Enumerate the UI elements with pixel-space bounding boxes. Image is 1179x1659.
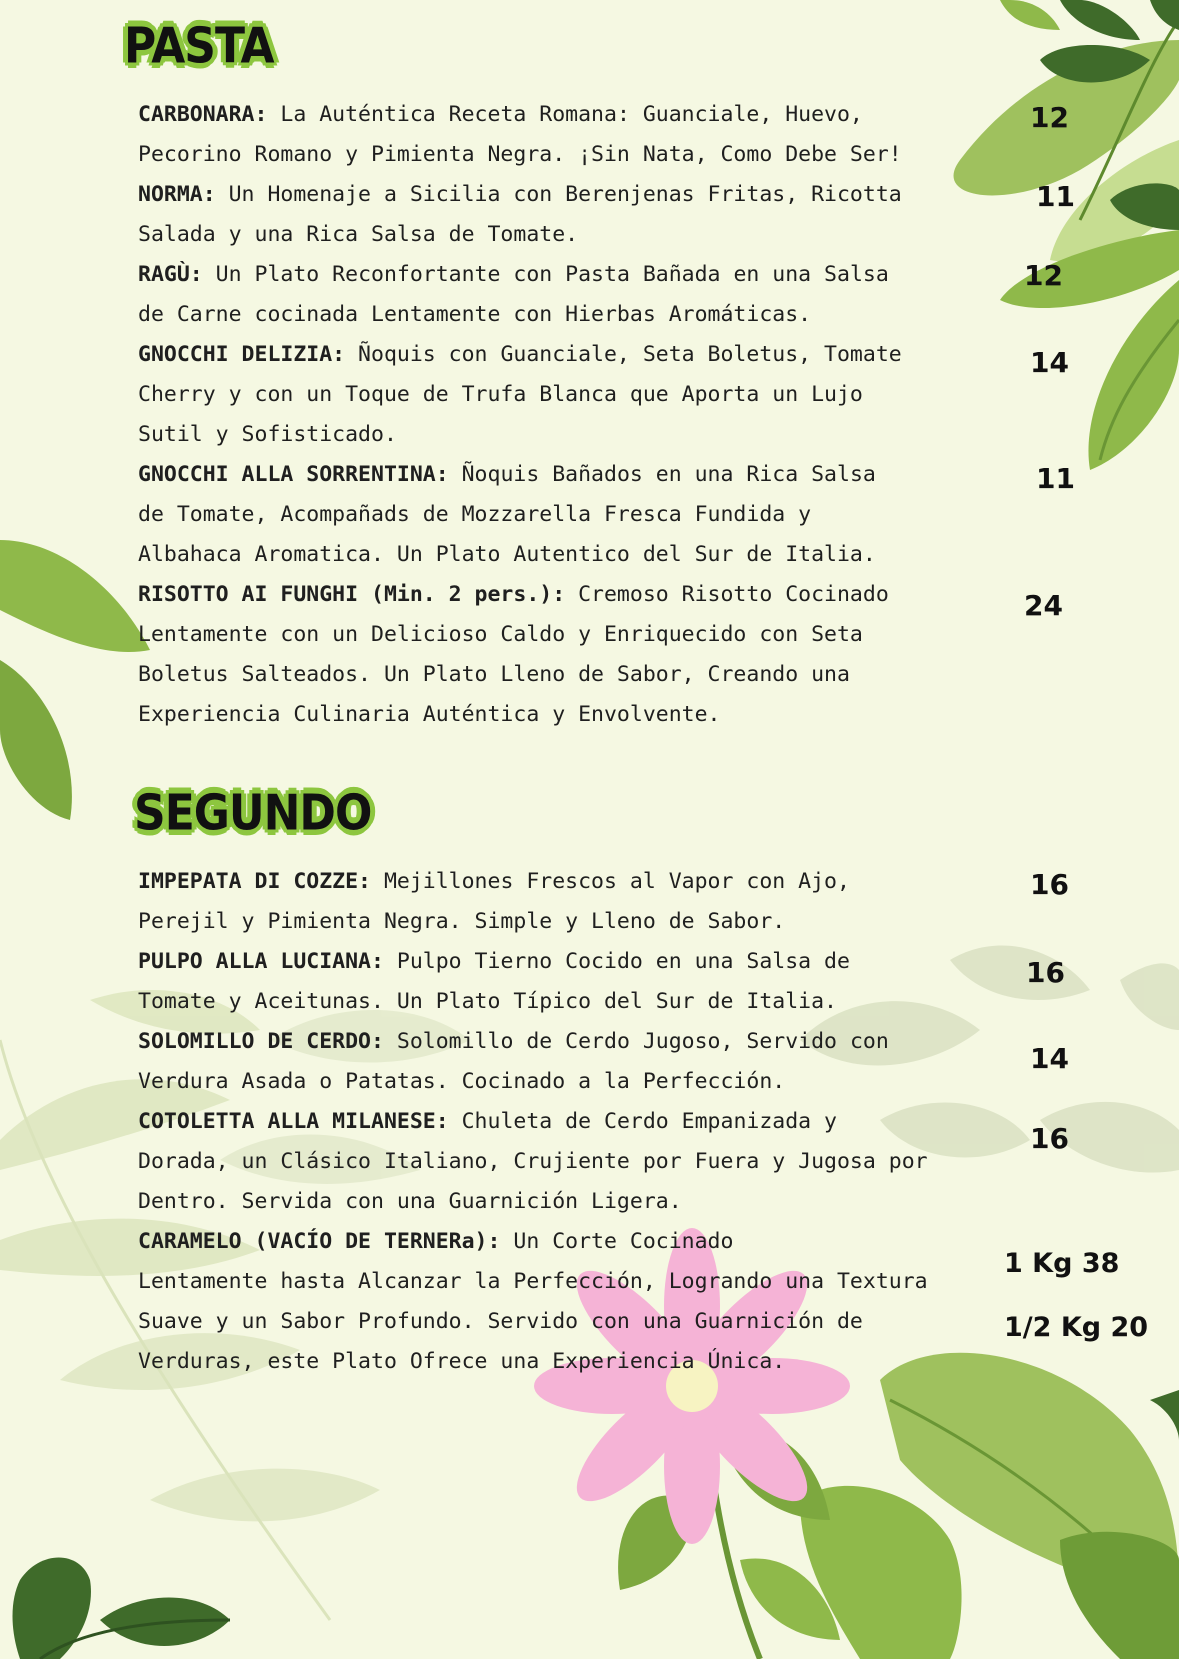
menu-item-solomillo-cerdo	[138, 1022, 889, 1102]
menu-item-caramelo-vacio	[138, 1222, 928, 1382]
item-description: Un Corte Cocinado	[500, 1229, 734, 1254]
item-description: Tomate y Aceitunas. Un Plato Típico del Sur de Italia.	[138, 989, 837, 1014]
item-name: NORMA:	[138, 182, 216, 207]
item-description: Verduras, este Plato Ofrece una Experiencia Única.	[138, 1349, 786, 1374]
menu-item-risotto-funghi	[138, 575, 889, 735]
menu-item-carbonara	[138, 95, 902, 175]
item-price-1kg: 1 Kg 38	[1004, 1248, 1120, 1279]
item-description: Ñoquis Bañados en una Rica Salsa	[448, 462, 876, 487]
item-description: de Tomate, Acompañads de Mozzarella Fresca Fundida y	[138, 502, 812, 527]
menu-item-impepata-cozze	[138, 862, 850, 942]
item-description: Cremoso Risotto Cocinado	[565, 582, 889, 607]
item-name: RISOTTO AI FUNGHI (Min. 2 pers.):	[138, 582, 566, 607]
item-description: Perejil y Pimienta Negra. Simple y Lleno de Sabor.	[138, 909, 786, 934]
item-price: 12	[1024, 259, 1063, 292]
item-name: PULPO ALLA LUCIANA:	[138, 949, 384, 974]
item-description: Ñoquis con Guanciale, Seta Boletus, Tomate	[345, 342, 902, 367]
item-price: 11	[1036, 462, 1075, 495]
item-description: Dorada, un Clásico Italiano, Crujiente por Fuera y Jugosa por	[138, 1149, 928, 1174]
item-price: 16	[1030, 868, 1069, 901]
item-description: Lentamente hasta Alcanzar la Perfección, Logrando una Textura	[138, 1269, 928, 1294]
item-price: 24	[1024, 589, 1063, 622]
item-description: Pulpo Tierno Cocido en una Salsa de	[383, 949, 850, 974]
menu-item-gnocchi-sorrentina	[138, 455, 876, 575]
item-price: 12	[1030, 101, 1069, 134]
item-description: Dentro. Servida con una Guarnición Ligera.	[138, 1189, 682, 1214]
item-name: CARAMELO (VACÍO DE TERNERa):	[138, 1229, 501, 1254]
item-description: Solomillo de Cerdo Jugoso, Servido con	[383, 1029, 889, 1054]
item-price-half-kg: 1/2 Kg 20	[1004, 1312, 1149, 1343]
item-price: 16	[1030, 1122, 1069, 1155]
item-description: Cherry y con un Toque de Trufa Blanca que Aporta un Lujo	[138, 382, 863, 407]
item-name: CARBONARA:	[138, 102, 268, 127]
item-price: 11	[1036, 180, 1075, 213]
item-description: Pecorino Romano y Pimienta Negra. ¡Sin Nata, Como Debe Ser!	[138, 142, 902, 167]
item-price: 16	[1026, 956, 1065, 989]
item-price-list	[1004, 1232, 1148, 1360]
item-name: COTOLETTA ALLA MILANESE:	[138, 1109, 449, 1134]
section-title-segundo: SEGUNDO	[134, 784, 372, 842]
item-name: SOLOMILLO DE CERDO:	[138, 1029, 384, 1054]
item-name: IMPEPATA DI COZZE:	[138, 869, 371, 894]
item-price: 14	[1030, 346, 1069, 379]
item-description: Verdura Asada o Patatas. Cocinado a la Perfección.	[138, 1069, 786, 1094]
menu-item-gnocchi-delizia	[138, 335, 902, 455]
item-description: Lentamente con un Delicioso Caldo y Enriquecido con Seta	[138, 622, 863, 647]
section-title-pasta: PASTA	[124, 17, 274, 75]
menu-item-norma	[138, 175, 902, 255]
item-description: Un Homenaje a Sicilia con Berenjenas Fritas, Ricotta	[215, 182, 902, 207]
item-name: RAGÙ:	[138, 262, 203, 287]
item-description: Un Plato Reconfortante con Pasta Bañada en una Salsa	[202, 262, 889, 287]
item-description: La Auténtica Receta Romana: Guanciale, Huevo,	[267, 102, 863, 127]
item-price: 14	[1030, 1042, 1069, 1075]
item-description: Albahaca Aromatica. Un Plato Autentico del Sur de Italia.	[138, 542, 876, 567]
menu-item-pulpo-luciana	[138, 942, 850, 1022]
menu-item-cotoletta-milanese	[138, 1102, 928, 1222]
item-description: de Carne cocinada Lentamente con Hierbas Aromáticas.	[138, 302, 812, 327]
item-description: Suave y un Sabor Profundo. Servido con una Guarnición de	[138, 1309, 863, 1334]
item-name: GNOCCHI ALLA SORRENTINA:	[138, 462, 449, 487]
item-description: Experiencia Culinaria Auténtica y Envolvente.	[138, 702, 721, 727]
item-description: Chuleta de Cerdo Empanizada y	[448, 1109, 837, 1134]
item-description: Salada y una Rica Salsa de Tomate.	[138, 222, 579, 247]
item-name: GNOCCHI DELIZIA:	[138, 342, 346, 367]
item-description: Boletus Salteados. Un Plato Lleno de Sabor, Creando una	[138, 662, 850, 687]
item-description: Sutil y Sofisticado.	[138, 422, 397, 447]
item-description: Mejillones Frescos al Vapor con Ajo,	[371, 869, 850, 894]
menu-item-ragu	[138, 255, 889, 335]
